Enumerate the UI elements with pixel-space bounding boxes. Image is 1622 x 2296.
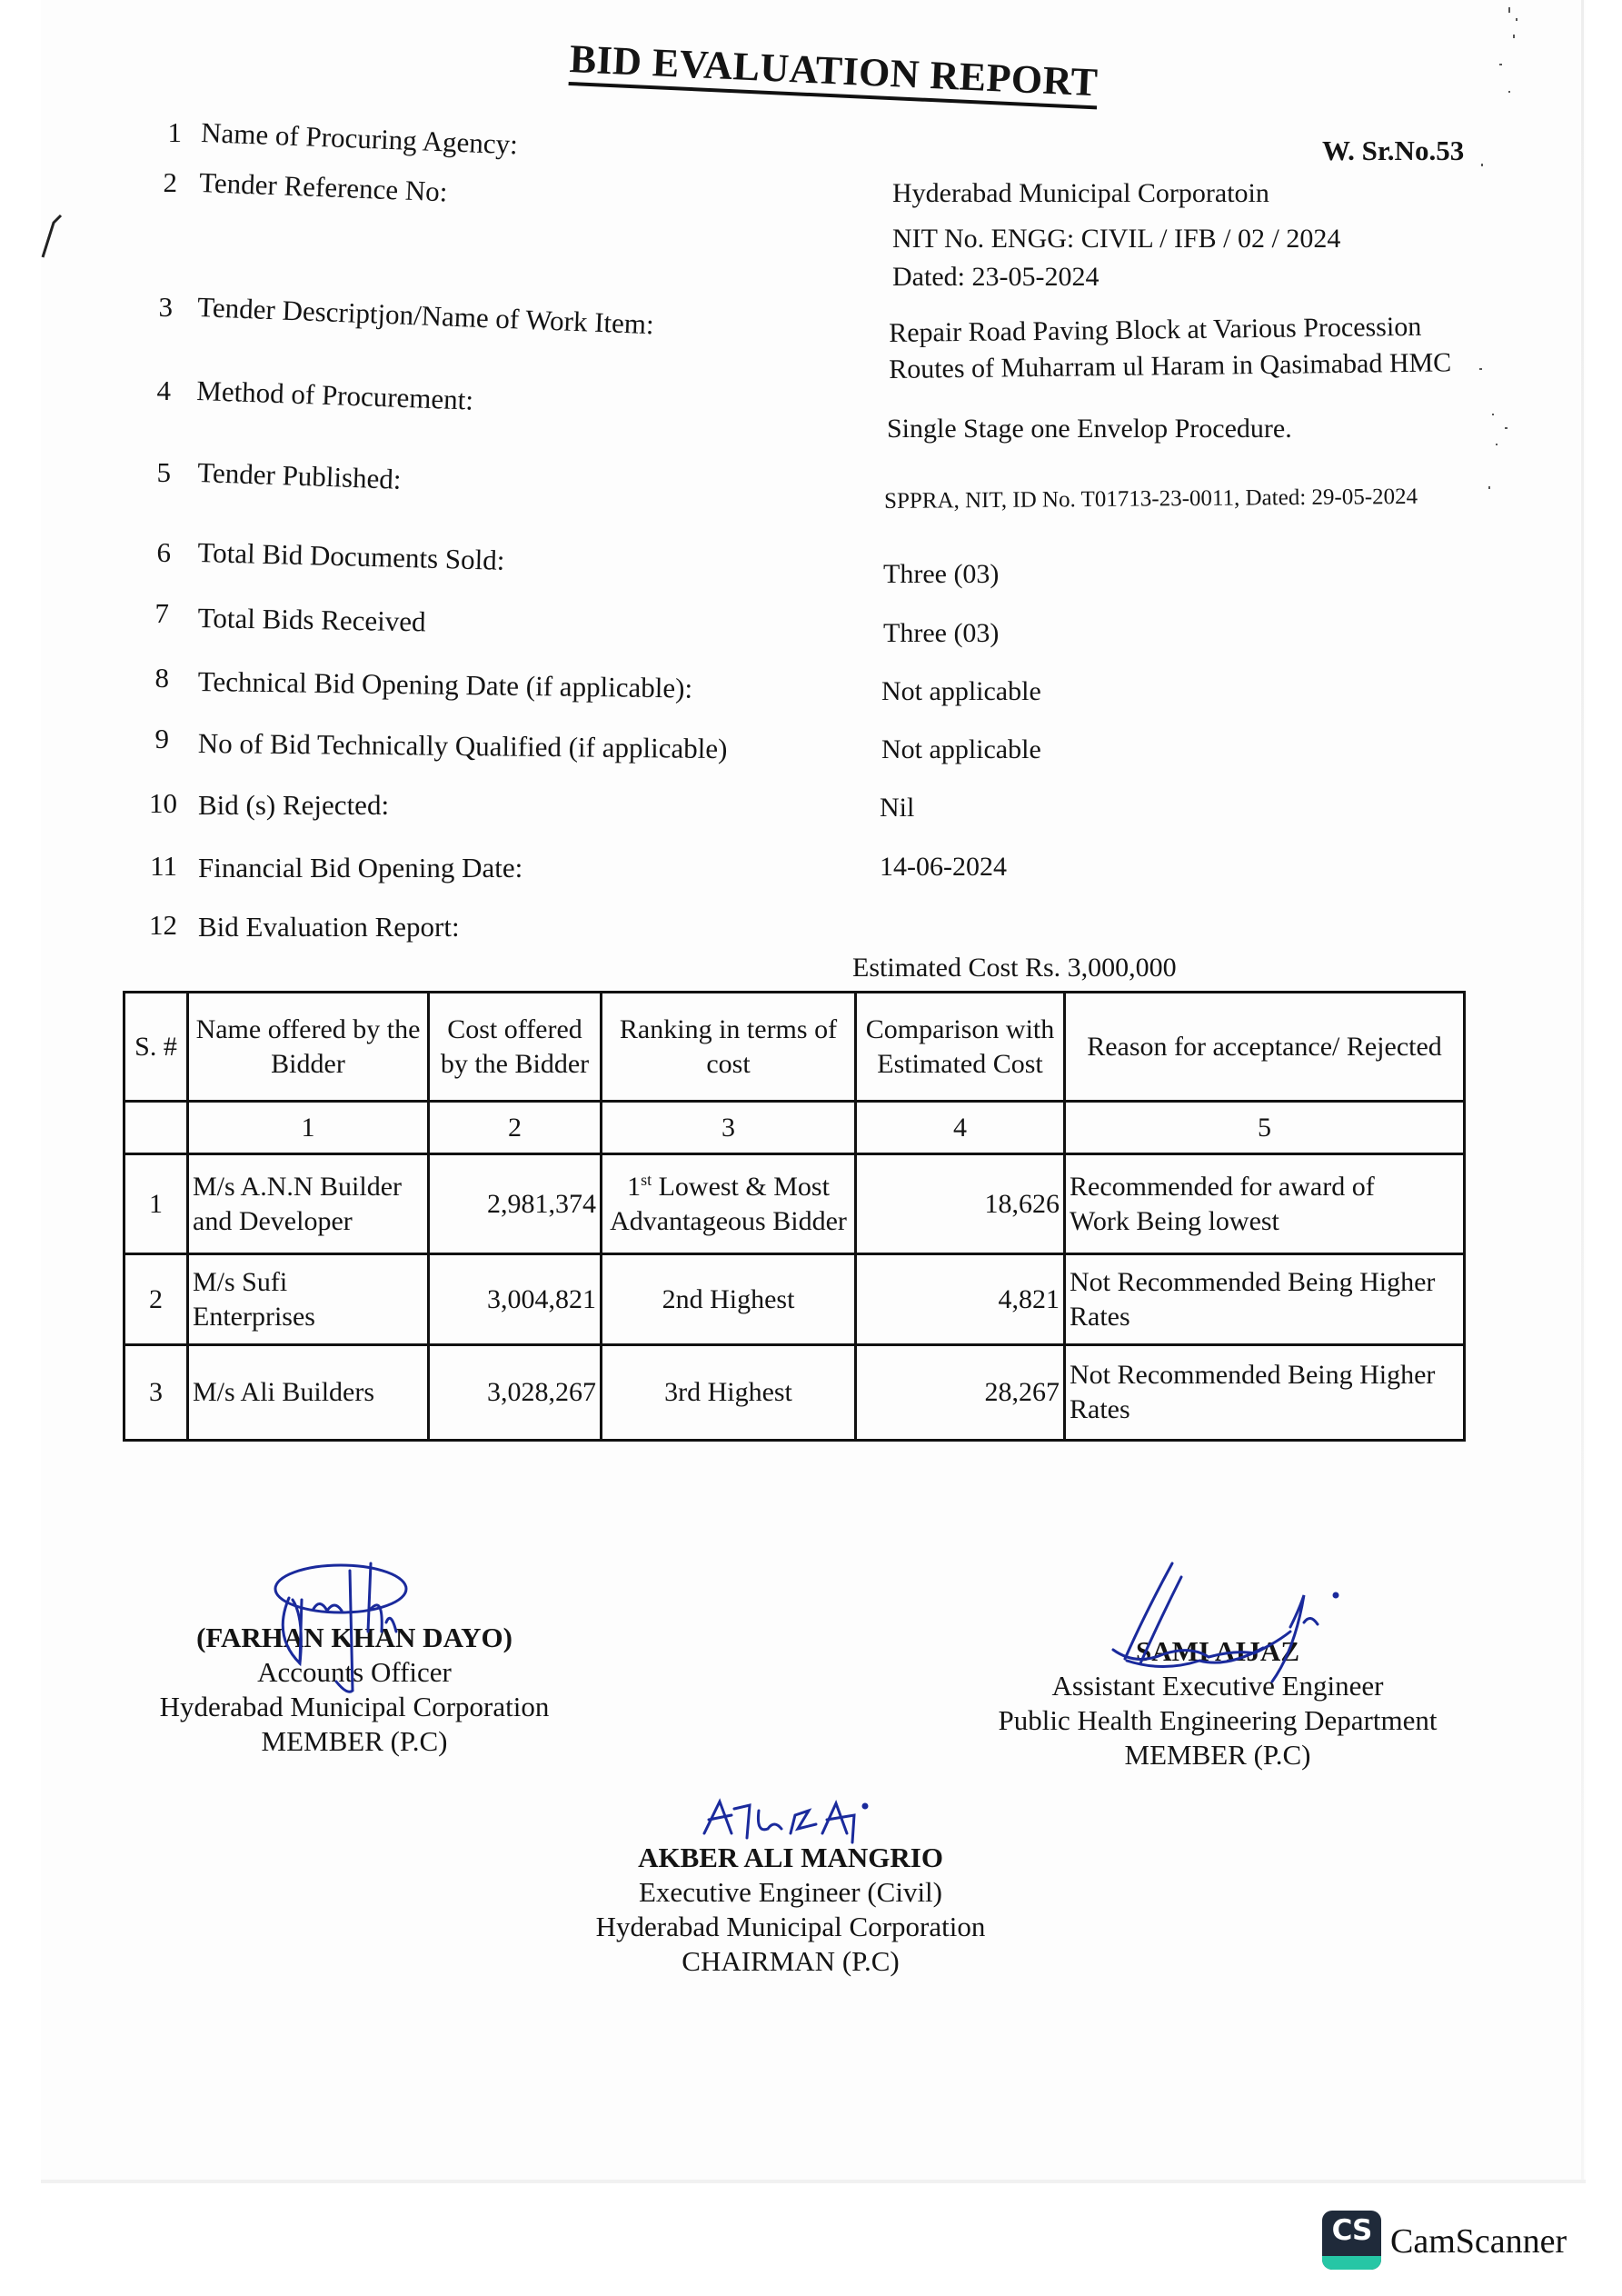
item-number: 12 bbox=[149, 909, 177, 941]
item-label-tender-reference: Tender Reference No: bbox=[198, 166, 449, 208]
signatory-name: AKBER ALI MANGRIO bbox=[638, 1842, 943, 1873]
value-bids-rejected: Nil bbox=[880, 793, 915, 823]
item-label-technical-bid-opening: Technical Bid Opening Date (if applicable): bbox=[197, 665, 693, 704]
item-number: 9 bbox=[154, 723, 169, 754]
header-reason: Reason for acceptance/ Rejected bbox=[1065, 993, 1465, 1102]
header-serial: S. # bbox=[124, 993, 188, 1102]
item-label-tender-published: Tender Published: bbox=[196, 456, 403, 495]
signatory-organization: Hyderabad Municipal Corporation bbox=[595, 1911, 986, 1942]
value-technically-qualified: Not applicable bbox=[881, 734, 1041, 764]
item-label-method-of-procurement: Method of Procurement: bbox=[195, 374, 474, 416]
value-procuring-agency: Hyderabad Municipal Corporatoin bbox=[892, 178, 1269, 208]
table-header-row bbox=[124, 993, 1465, 1102]
page-edge bbox=[1581, 0, 1584, 2181]
value-tender-description-line1: Repair Road Paving Block at Various Procession bbox=[889, 311, 1422, 348]
bidder-name-line: and Developer bbox=[193, 1205, 353, 1236]
reason-line: Recommended for award of bbox=[1070, 1171, 1375, 1202]
camscanner-logo-text: CS bbox=[1331, 2214, 1372, 2247]
header-cost-offered: Cost offered by the Bidder bbox=[429, 993, 602, 1102]
item-label-financial-bid-opening: Financial Bid Opening Date: bbox=[198, 852, 523, 883]
serial-number: W. Sr.No.53 bbox=[1322, 135, 1465, 166]
column-number: 5 bbox=[1065, 1102, 1465, 1154]
column-number: 3 bbox=[602, 1102, 856, 1154]
header-comparison: Comparison with Estimated Cost bbox=[856, 993, 1065, 1102]
item-label-tender-description: Tender Descriptjon/Name of Work Item: bbox=[196, 291, 655, 341]
cost-cell: 3,004,821 bbox=[429, 1254, 602, 1345]
item-number: 8 bbox=[154, 662, 169, 694]
value-bid-documents-sold: Three (03) bbox=[883, 559, 1000, 589]
serial-cell: 1 bbox=[124, 1154, 188, 1254]
table-row bbox=[124, 1254, 1465, 1345]
bidder-name-line: M/s Sufi bbox=[193, 1266, 288, 1297]
column-number: 1 bbox=[188, 1102, 429, 1154]
camscanner-logo-accent bbox=[1322, 2256, 1381, 2270]
column-number: 4 bbox=[856, 1102, 1065, 1154]
value-tender-description-line2: Routes of Muharram ul Haram in Qasimabad HMC bbox=[889, 347, 1452, 384]
item-label-bid-evaluation-report: Bid Evaluation Report: bbox=[198, 911, 460, 943]
ranking-cell: 2nd Highest bbox=[602, 1254, 856, 1345]
ranking-cell bbox=[602, 1154, 856, 1254]
signatory-center bbox=[563, 1841, 1018, 1979]
rank-ordinal-suffix: st bbox=[641, 1170, 652, 1189]
page-edge bbox=[41, 2180, 1586, 2183]
item-number: 4 bbox=[156, 374, 171, 406]
comparison-cell: 18,626 bbox=[856, 1154, 1065, 1254]
item-number: 2 bbox=[163, 166, 177, 198]
value-financial-bid-opening: 14-06-2024 bbox=[880, 852, 1007, 882]
bidder-name-cell bbox=[188, 1154, 429, 1254]
signature-right bbox=[1109, 1559, 1354, 1695]
header-ranking: Ranking in terms of cost bbox=[602, 993, 856, 1102]
estimated-cost: Estimated Cost Rs. 3,000,000 bbox=[852, 953, 1177, 983]
signatory-designation: Executive Engineer (Civil) bbox=[639, 1876, 942, 1908]
signatory-name: SAMI AIJAZ bbox=[1135, 1635, 1299, 1667]
reason-line: Not Recommended Being Higher bbox=[1070, 1360, 1436, 1390]
column-number bbox=[124, 1102, 188, 1154]
reason-line: Rates bbox=[1070, 1394, 1130, 1424]
reason-cell bbox=[1065, 1345, 1465, 1441]
ranking-cell: 3rd Highest bbox=[602, 1345, 856, 1441]
comparison-cell: 4,821 bbox=[856, 1254, 1065, 1345]
item-number: 5 bbox=[156, 456, 171, 488]
item-number: 10 bbox=[149, 787, 177, 819]
item-label-bids-rejected: Bid (s) Rejected: bbox=[198, 789, 390, 821]
ranking-line: Advantageous Bidder bbox=[610, 1205, 847, 1236]
comparison-cell: 28,267 bbox=[856, 1345, 1065, 1441]
reason-line: Rates bbox=[1070, 1301, 1130, 1332]
rank-text: Lowest & Most bbox=[652, 1171, 830, 1202]
table-row bbox=[124, 1154, 1465, 1254]
signatory-name: (FARHAN KHAN DAYO) bbox=[196, 1622, 512, 1653]
header-bidder-name: Name offered by the Bidder bbox=[188, 993, 429, 1102]
cost-cell: 2,981,374 bbox=[429, 1154, 602, 1254]
item-label-technically-qualified: No of Bid Technically Qualified (if applicable) bbox=[197, 727, 728, 765]
signatory-role: MEMBER (P.C) bbox=[1124, 1739, 1311, 1771]
camscanner-brand: CamScanner bbox=[1390, 2222, 1567, 2261]
column-number-row bbox=[124, 1102, 1465, 1154]
bidder-name-line: M/s A.N.N Builder bbox=[193, 1171, 403, 1202]
item-number: 3 bbox=[158, 291, 173, 323]
scan-specks bbox=[1472, 0, 1527, 509]
serial-cell: 2 bbox=[124, 1254, 188, 1345]
item-number: 6 bbox=[156, 536, 171, 568]
signatory-designation: Assistant Executive Engineer bbox=[1051, 1670, 1384, 1702]
signature-center bbox=[700, 1792, 945, 1847]
reason-cell bbox=[1065, 1154, 1465, 1254]
value-tender-date: Dated: 23-05-2024 bbox=[892, 262, 1100, 292]
item-number: 7 bbox=[154, 597, 169, 629]
signatory-designation: Accounts Officer bbox=[257, 1656, 452, 1688]
scan-mark bbox=[41, 214, 68, 259]
reason-cell bbox=[1065, 1254, 1465, 1345]
bidder-name-line: Enterprises bbox=[193, 1301, 315, 1332]
reason-line: Work Being lowest bbox=[1070, 1205, 1279, 1236]
signatory-role: CHAIRMAN (P.C) bbox=[682, 1945, 900, 1977]
signatory-role: MEMBER (P.C) bbox=[261, 1725, 448, 1757]
table-row bbox=[124, 1345, 1465, 1441]
serial-cell: 3 bbox=[124, 1345, 188, 1441]
rank-ordinal: 1 bbox=[627, 1171, 642, 1202]
bid-evaluation-table bbox=[123, 991, 1466, 1442]
bidder-name-cell: M/s Ali Builders bbox=[188, 1345, 429, 1441]
bidder-name-cell bbox=[188, 1254, 429, 1345]
item-label-bid-documents-sold: Total Bid Documents Sold: bbox=[197, 536, 505, 576]
item-label-procuring-agency: Name of Procuring Agency: bbox=[200, 116, 519, 161]
value-method-of-procurement: Single Stage one Envelop Procedure. bbox=[887, 414, 1292, 444]
signature-left bbox=[264, 1545, 436, 1700]
ranking-line bbox=[606, 1170, 851, 1204]
camscanner-logo bbox=[1322, 2211, 1381, 2270]
column-number: 2 bbox=[429, 1102, 602, 1154]
value-bids-received: Three (03) bbox=[883, 618, 1000, 648]
value-tender-reference: NIT No. ENGG: CIVIL / IFB / 02 / 2024 bbox=[892, 224, 1341, 254]
signatory-organization: Public Health Engineering Department bbox=[998, 1704, 1438, 1736]
value-tender-published: SPPRA, NIT, ID No. T01713-23-0011, Dated: 29-05-2024 bbox=[884, 484, 1418, 514]
signatory-organization: Hyderabad Municipal Corporation bbox=[159, 1691, 550, 1722]
cost-cell: 3,028,267 bbox=[429, 1345, 602, 1441]
document-title: BID EVALUATION REPORT bbox=[569, 36, 1100, 109]
item-label-bids-received: Total Bids Received bbox=[197, 602, 426, 638]
item-number: 1 bbox=[167, 116, 182, 148]
value-technical-bid-opening: Not applicable bbox=[881, 676, 1041, 706]
item-number: 11 bbox=[150, 850, 177, 882]
reason-line: Not Recommended Being Higher bbox=[1070, 1266, 1436, 1297]
